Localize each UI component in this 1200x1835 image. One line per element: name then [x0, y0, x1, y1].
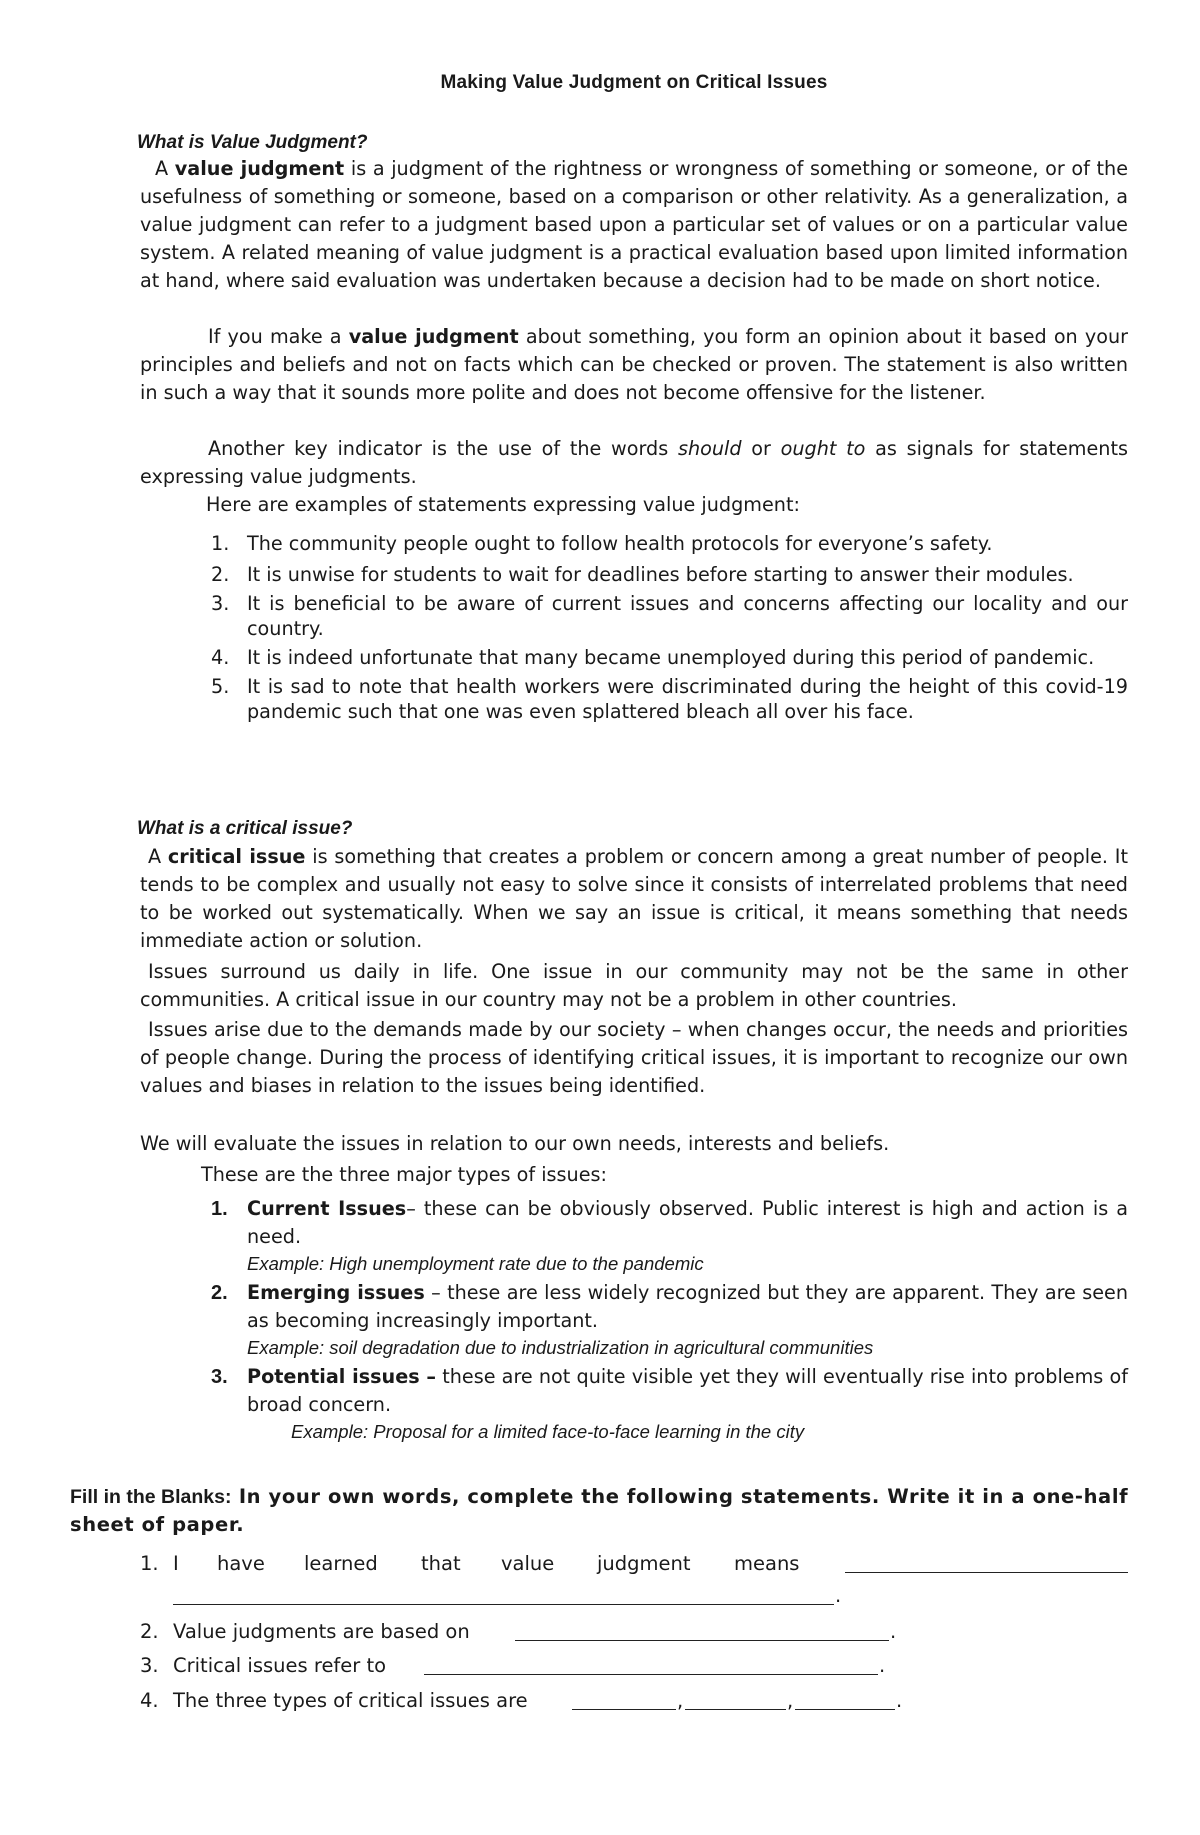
paragraph-key-indicator: Another key indicator is the use of the words should or ought to as signals for statements expressing value judgments. — [140, 437, 1128, 488]
paragraph-issues-surround: Issues surround us daily in life. One issue in our community may not be the same in other communities. A critical issue in our country may not be a problem in other countries. — [140, 960, 1128, 1011]
answer-blank[interactable] — [572, 1687, 676, 1710]
example-text: Example: soil degradation due to industrialization in agricultural communities — [247, 1337, 874, 1358]
page-title: Making Value Judgment on Critical Issues — [440, 72, 828, 93]
list-item: 3. It is beneficial to be aware of current issues and concerns affecting our locality and our country. — [211, 592, 1128, 640]
list-item: 3. Potential issues – these are not quite visible yet they will eventually rise into problems of broad concern. Example: Proposal for a limited face-to-face learning in the city — [140, 1363, 1128, 1445]
value-judgment-examples-list — [140, 530, 1128, 724]
answer-blank[interactable] — [685, 1687, 786, 1710]
paragraph-evaluate-issues: We will evaluate the issues in relation to our own needs, interests and beliefs. — [140, 1132, 890, 1155]
section-heading-critical-issue: What is a critical issue? — [137, 818, 353, 839]
answer-blank[interactable] — [845, 1550, 1128, 1573]
paragraph-examples-intro: Here are examples of statements expressing value judgment: — [206, 493, 800, 516]
list-item: 5. It is sad to note that health workers were discriminated during the height of this covid-19 pandemic such that one was even splattered bleach all over his face. — [211, 675, 1128, 723]
list-item: 1. The community people ought to follow health protocols for everyone’s safety. — [211, 532, 993, 555]
example-text: Example: Proposal for a limited face-to-face learning in the city — [291, 1421, 805, 1442]
answer-blank[interactable] — [424, 1652, 878, 1675]
list-item: 2. Emerging issues – these are less widely recognized but they are apparent. They are seen as becoming increasingly important. Example: soil degradation due to industrialization in agricultural communities — [140, 1279, 1128, 1361]
fill-in-the-blanks-instructions: Fill in the Blanks: In your own words, complete the following statements. Write it in a one-half sheet of paper. — [70, 1485, 1129, 1536]
paragraph-value-judgment-definition: A value judgment is a judgment of the rightness or wrongness of something or someone, or of the usefulness of something or someone, based on a comparison or other relativity. As a generalization, a value judgment can refer to a judgment based upon a particular set of values or on a particular value system. A related meaning of value judgment is a practical evaluation based upon limited information at hand, where said evaluation was undertaken because a decision had to be made on short notice. — [140, 157, 1128, 292]
bold-term: critical issue — [167, 845, 306, 868]
list-item: 2. It is unwise for students to wait for deadlines before starting to answer their modules. — [211, 563, 1074, 586]
list-item: 1. Current Issues– these can be obviously observed. Public interest is high and action is a need. Example: High unemployment rate due to the pandemic — [140, 1195, 1128, 1277]
paragraph-types-intro: These are the three major types of issues: — [201, 1163, 607, 1186]
list-item: 4. It is indeed unfortunate that many became unemployed during this period of pandemic. — [211, 646, 1095, 669]
paragraph-critical-issue-definition: A critical issue is something that creates a problem or concern among a great number of people. It tends to be complex and usually not easy to solve since it consists of interrelated problems that need to be worked out systematically. When we say an issue is critical, it means something that needs immediate action or solution. — [140, 845, 1128, 952]
paragraph-value-judgment-opinion: If you make a value judgment about something, you form an opinion about it based on your principles and beliefs and not on facts which can be checked or proven. The statement is also written in such a way that it sounds more polite and does not become offensive for the listener. — [140, 325, 1129, 404]
bold-term: value judgment — [174, 157, 345, 180]
paragraph-issues-arise: Issues arise due to the demands made by our society – when changes occur, the needs and priorities of people change. During the process of identifying critical issues, it is important to recognize our own values and biases in relation to the issues being identified. — [140, 1018, 1128, 1097]
answer-blank[interactable] — [173, 1582, 834, 1605]
issue-types-list — [140, 1195, 1128, 1445]
answer-blank[interactable] — [515, 1618, 889, 1641]
section-heading-value-judgment: What is Value Judgment? — [137, 132, 368, 153]
bold-term: value judgment — [348, 325, 519, 348]
example-text: Example: High unemployment rate due to the pandemic — [247, 1253, 704, 1274]
answer-blank[interactable] — [795, 1687, 895, 1710]
